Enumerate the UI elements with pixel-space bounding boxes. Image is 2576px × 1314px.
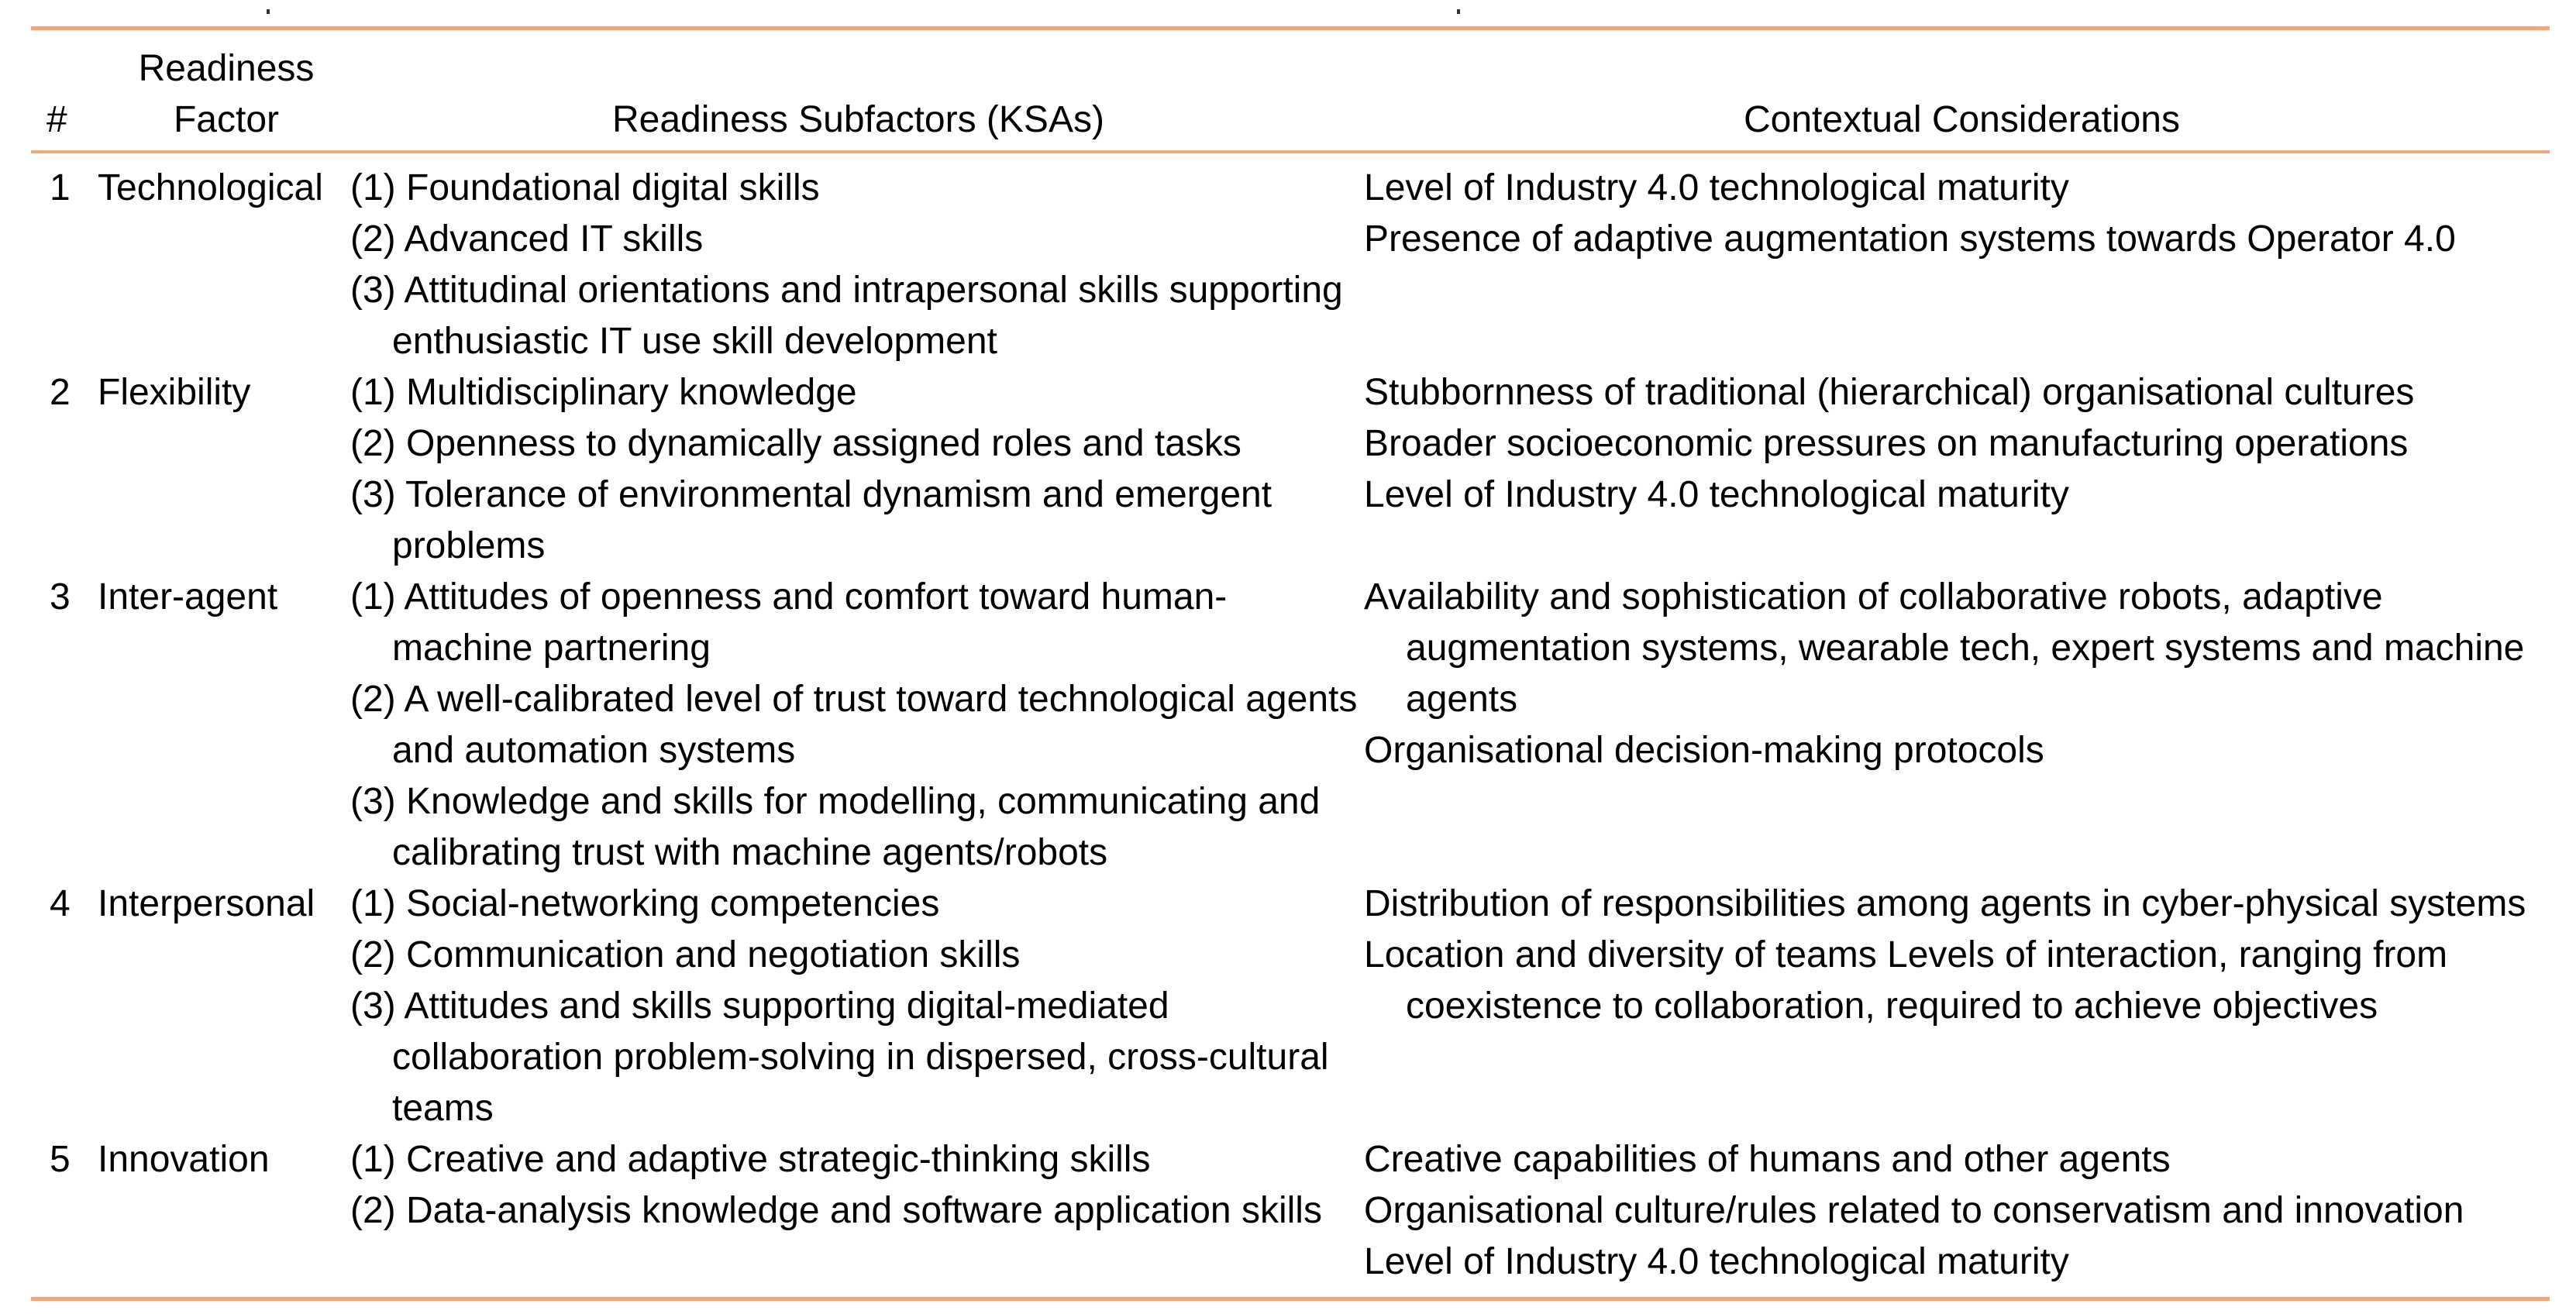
subfactor-item: (1) Creative and adaptive strategic-thinking skills [350, 1139, 1151, 1180]
row-factor: Flexibility [98, 372, 251, 413]
subfactor-item: (1) Foundational digital skills [350, 167, 820, 208]
subfactor-item: (3) Attitudinal orientations and intrapersonal skills supporting enthusiastic IT use skill development [350, 270, 1343, 362]
context-item: Availability and sophistication of collaborative robots, adaptive augmentation systems, wearable tech, expert systems and machine agents [1364, 576, 2525, 720]
context-list [1364, 1134, 2550, 1288]
table-top-rule [31, 26, 2550, 30]
subfactor-item: (3) Tolerance of environmental dynamism and emergent problems [350, 474, 1273, 566]
subfactor-list [350, 879, 1358, 1134]
row-factor: Interpersonal [98, 883, 315, 924]
subfactor-item: (3) Attitudes and skills supporting digital-mediated collaboration problem-solving in dispersed, cross-cultural teams [350, 986, 1329, 1129]
subfactor-list [350, 163, 1358, 367]
subfactor-list [350, 572, 1358, 879]
subfactor-item: (2) Advanced IT skills [350, 218, 704, 260]
context-item: Organisational decision-making protocols [1364, 730, 2044, 771]
row-number: 2 [50, 372, 71, 413]
context-list [1364, 163, 2550, 265]
context-item: Distribution of responsibilities among agents in cyber-physical systems [1364, 883, 2526, 924]
context-item: Stubbornness of traditional (hierarchical) organisational cultures [1364, 372, 2415, 413]
row-number: 4 [50, 883, 71, 924]
context-item: Location and diversity of teams Levels of interaction, ranging from coexistence to collaboration, required to achieve objectives [1364, 934, 2448, 1027]
context-list [1364, 879, 2550, 1032]
header-subfactors: Readiness Subfactors (KSAs) [612, 99, 1104, 140]
subfactor-list [350, 1134, 1358, 1237]
row-factor: Inter-agent [98, 576, 278, 617]
header-readiness-factor: Readiness Factor [138, 48, 315, 140]
row-number: 3 [50, 576, 71, 617]
context-item: Creative capabilities of humans and other agents [1364, 1139, 2171, 1180]
row-number: 5 [50, 1139, 71, 1180]
table-header-rule [31, 150, 2550, 153]
row-factor: Innovation [98, 1139, 270, 1180]
context-item: Presence of adaptive augmentation systems towards Operator 4.0 [1364, 218, 2456, 260]
subfactor-item: (2) A well-calibrated level of trust toward technological agents and automation systems [350, 679, 1358, 771]
table-bottom-rule [31, 1297, 2550, 1301]
header-number: # [46, 99, 67, 140]
subfactor-item: (2) Openness to dynamically assigned roles and tasks [350, 423, 1242, 464]
subfactor-item: (2) Data-analysis knowledge and software application skills [350, 1190, 1322, 1231]
context-item: Organisational culture/rules related to conservatism and innovation [1364, 1190, 2464, 1231]
stray-mark [1457, 9, 1460, 14]
context-item: Broader socioeconomic pressures on manufacturing operations [1364, 423, 2409, 464]
context-item: Level of Industry 4.0 technological maturity [1364, 1241, 2069, 1282]
subfactor-item: (1) Social-networking competencies [350, 883, 940, 924]
subfactor-item: (2) Communication and negotiation skills [350, 934, 1021, 975]
context-list [1364, 367, 2550, 521]
subfactor-list [350, 367, 1358, 572]
row-number: 1 [50, 167, 71, 208]
context-item: Level of Industry 4.0 technological maturity [1364, 167, 2069, 208]
context-item: Level of Industry 4.0 technological maturity [1364, 474, 2069, 515]
context-list [1364, 572, 2550, 776]
stray-mark [267, 9, 270, 14]
subfactor-item: (1) Multidisciplinary knowledge [350, 372, 857, 413]
row-factor: Technological [98, 167, 323, 208]
subfactor-item: (3) Knowledge and skills for modelling, communicating and calibrating trust with machine agents/robots [350, 781, 1321, 873]
header-contextual-considerations: Contextual Considerations [1744, 99, 2180, 140]
subfactor-item: (1) Attitudes of openness and comfort toward human-machine partnering [350, 576, 1228, 669]
